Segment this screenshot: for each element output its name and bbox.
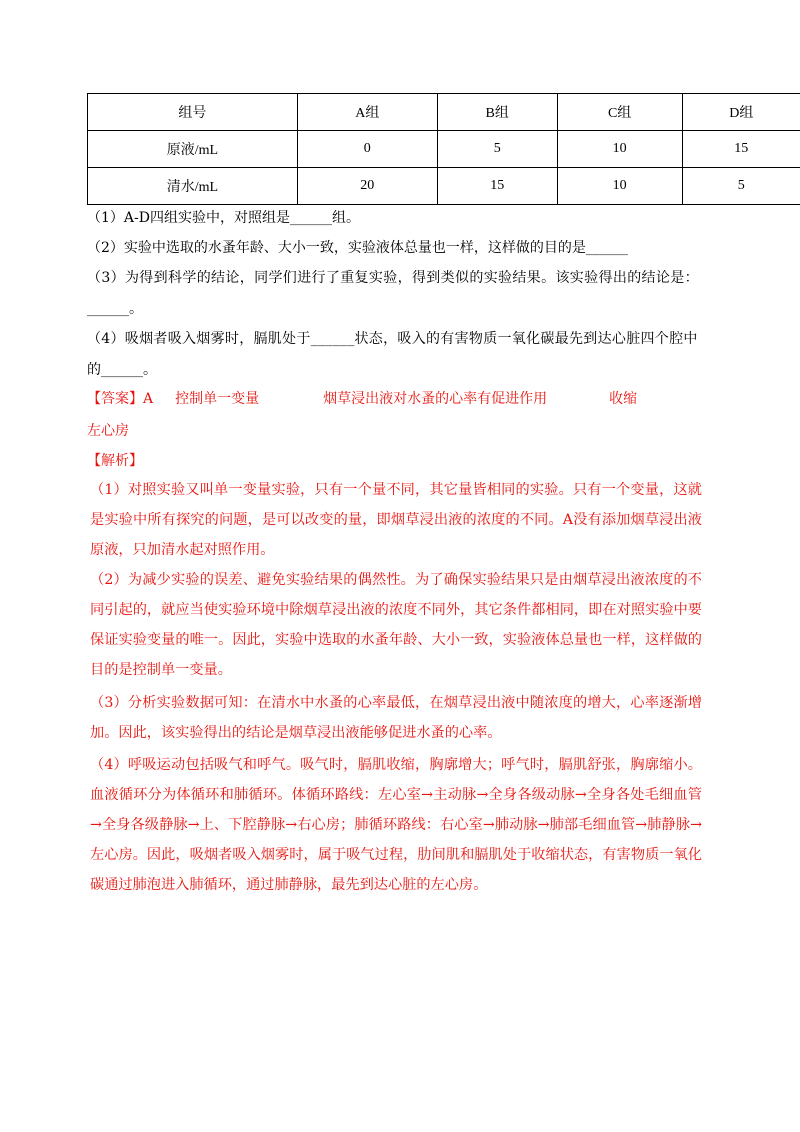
table-cell: 0 (297, 131, 437, 168)
experiment-table (87, 93, 800, 205)
question-4-line-1: （4）吸烟者吸入烟雾时，膈肌处于______状态，吸入的有害物质一氧化碳最先到达心脏四个腔中 (87, 331, 698, 347)
question-4-line-2: 的______。 (87, 362, 157, 378)
table-cell: 20 (297, 168, 437, 205)
question-2: （2）实验中选取的水蚤年龄、大小一致，实验液体总量也一样，这样做的目的是______ (87, 240, 628, 256)
table-header-row (88, 94, 800, 131)
table-cell: 15 (682, 131, 800, 168)
table-cell: 10 (557, 168, 682, 205)
answer-item: 烟草浸出液对水蚤的心率有促进作用 (323, 391, 548, 407)
analysis-paragraph-3: （3）分析实验数据可知：在清水中水蚤的心率最低，在烟草浸出液中随浓度的增大，心率逐渐增加。因此，该实验得出的结论是烟草浸出液能够促进水蚤的心率。 (90, 695, 702, 741)
answer-label: 【答案】A (87, 391, 154, 407)
table-cell: 5 (437, 131, 557, 168)
table-header-cell: 组号 (88, 94, 298, 131)
table-header-cell: C组 (557, 94, 682, 131)
question-3-line-2: ______。 (87, 301, 143, 317)
table-cell: 清水/mL (88, 168, 298, 205)
table-header-cell: B组 (437, 94, 557, 131)
table-header-cell: A组 (297, 94, 437, 131)
table-cell: 原液/mL (88, 131, 298, 168)
analysis-paragraph-1: （1）对照实验又叫单一变量实验，只有一个量不同，其它量皆相同的实验。只有一个变量，这就是实验中所有探究的问题，是可以改变的量，即烟草浸出液的浓度的不同。A没有添加烟草浸出液原液，只加清水起对照作用。 (90, 482, 702, 558)
analysis-label: 【解析】 (87, 453, 143, 469)
answer-item: 左心房 (87, 423, 129, 439)
table-row (88, 131, 800, 168)
table-cell: 15 (437, 168, 557, 205)
analysis-paragraph-4: （4）呼吸运动包括吸气和呼气。吸气时，膈肌收缩，胸廓增大；呼气时，膈肌舒张，胸廓缩小。血液循环分为体循环和肺循环。体循环路线：左心室→主动脉→全身各级动脉→全身各处毛细血管→全身各级静脉→上、下腔静脉→右心房；肺循环路线：右心室→肺动脉→肺部毛细血管→肺静脉→左心房。因此，吸烟者吸入烟雾时，属于吸气过程，肋间肌和膈肌处于收缩状态，有害物质一氧化碳通过肺泡进入肺循环，通过肺静脉，最先到达心脏的左心房。 (90, 757, 702, 893)
answer-line (87, 389, 637, 409)
answer-item: 控制单一变量 (175, 391, 260, 407)
answer-item: 收缩 (609, 391, 638, 407)
question-3-line-1: （3）为得到科学的结论，同学们进行了重复实验，得到类似的实验结果。该实验得出的结论是： (87, 270, 699, 286)
analysis-paragraph-2: （2）为减少实验的误差、避免实验结果的偶然性。为了确保实验结果只是由烟草浸出液浓度的不同引起的，就应当使实验环境中除烟草浸出液的浓度不同外，其它条件都相同，即在对照实验中要保证实验变量的唯一。因此，实验中选取的水蚤年龄、大小一致，实验液体总量也一样，这样做的目的是控制单一变量。 (90, 572, 702, 678)
table-header-cell: D组 (682, 94, 800, 131)
question-1: （1）A-D四组实验中，对照组是______组。 (87, 210, 360, 226)
table-cell: 10 (557, 131, 682, 168)
table-row (88, 168, 800, 205)
table-cell: 5 (682, 168, 800, 205)
